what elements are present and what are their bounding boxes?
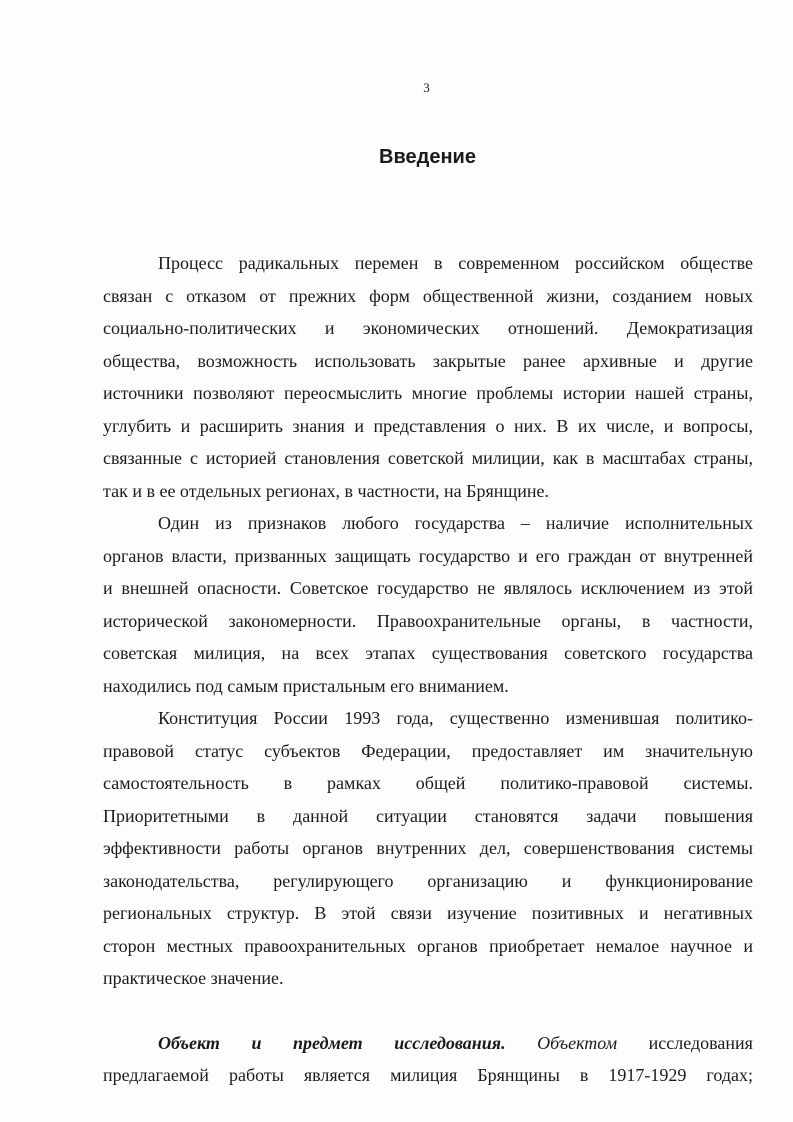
object-heading-word: исследования. [394,1032,506,1053]
page-title: Введение [379,146,476,168]
text-line: углубить и расширить знания и представления о них. В их числе, и вопросы, [103,415,753,436]
text-line: так и в ее отдельных регионах, в частности, на Брянщине. [103,480,549,501]
paragraph [103,247,753,507]
document-body [103,247,753,1092]
object-heading-word: и [251,1032,262,1053]
text-line: исторической закономерности. Правоохранительные органы, в частности, [103,610,753,631]
object-second-line: предлагаемой работы является милиция Брянщины в 1917-1929 годах; [103,1065,753,1085]
text-line: региональных структур. В этой связи изучение позитивных и негативных [103,903,753,923]
object-rest-word: исследования [648,1032,753,1053]
text-line: правовой статус субъектов Федерации, предоставляет им значительную [103,740,753,761]
text-line: органов власти, призванных защищать государство и его граждан от внутренней [103,545,753,566]
text-line: советская милиция, на всех этапах существования советского государства [103,643,753,663]
paragraph [103,507,753,702]
text-line: сторон местных правоохранительных органов приобретает немалое научное и [103,935,753,956]
text-line: самостоятельность в рамках общей политико-правовой системы. [103,773,753,793]
text-line: Один из признаков любого государства – наличие исполнительных [158,513,753,533]
text-line: и внешней опасности. Советское государство не являлось исключением из этой [103,578,753,598]
text-line: находились под самым пристальным его вниманием. [103,675,509,696]
text-line: социально-политических и экономических отношений. Демократизация [103,318,753,338]
text-line: Приоритетными в данной ситуации становятся задачи повышения [103,805,753,826]
text-line: связан с отказом от прежних форм общественной жизни, созданием новых [103,285,753,306]
text-line: источники позволяют переосмыслить многие проблемы истории нашей страны, [103,383,753,403]
paragraph [103,702,753,995]
text-line: связанные с историей становления советской милиции, как в масштабах страны, [103,448,753,468]
page-number: 3 [423,80,430,95]
text-line: Конституция России 1993 года, существенно изменившая политико- [158,708,753,728]
text-line: практическое значение. [103,968,284,988]
text-line: законодательства, регулирующего организацию и функционирование [103,870,753,891]
paragraphs-container [103,247,753,995]
object-heading-line [103,1027,753,1060]
object-heading-word: Объект [158,1032,220,1053]
section-gap [103,995,753,1027]
object-heading-word: предмет [293,1032,363,1053]
text-line: общества, возможность использовать закрытые ранее архивные и другие [103,350,753,371]
object-italic-word: Объектом [537,1032,618,1053]
text-line: Процесс радикальных перемен в современном российском обществе [158,253,753,273]
text-line: эффективности работы органов внутренних дел, совершенствования системы [103,838,753,858]
